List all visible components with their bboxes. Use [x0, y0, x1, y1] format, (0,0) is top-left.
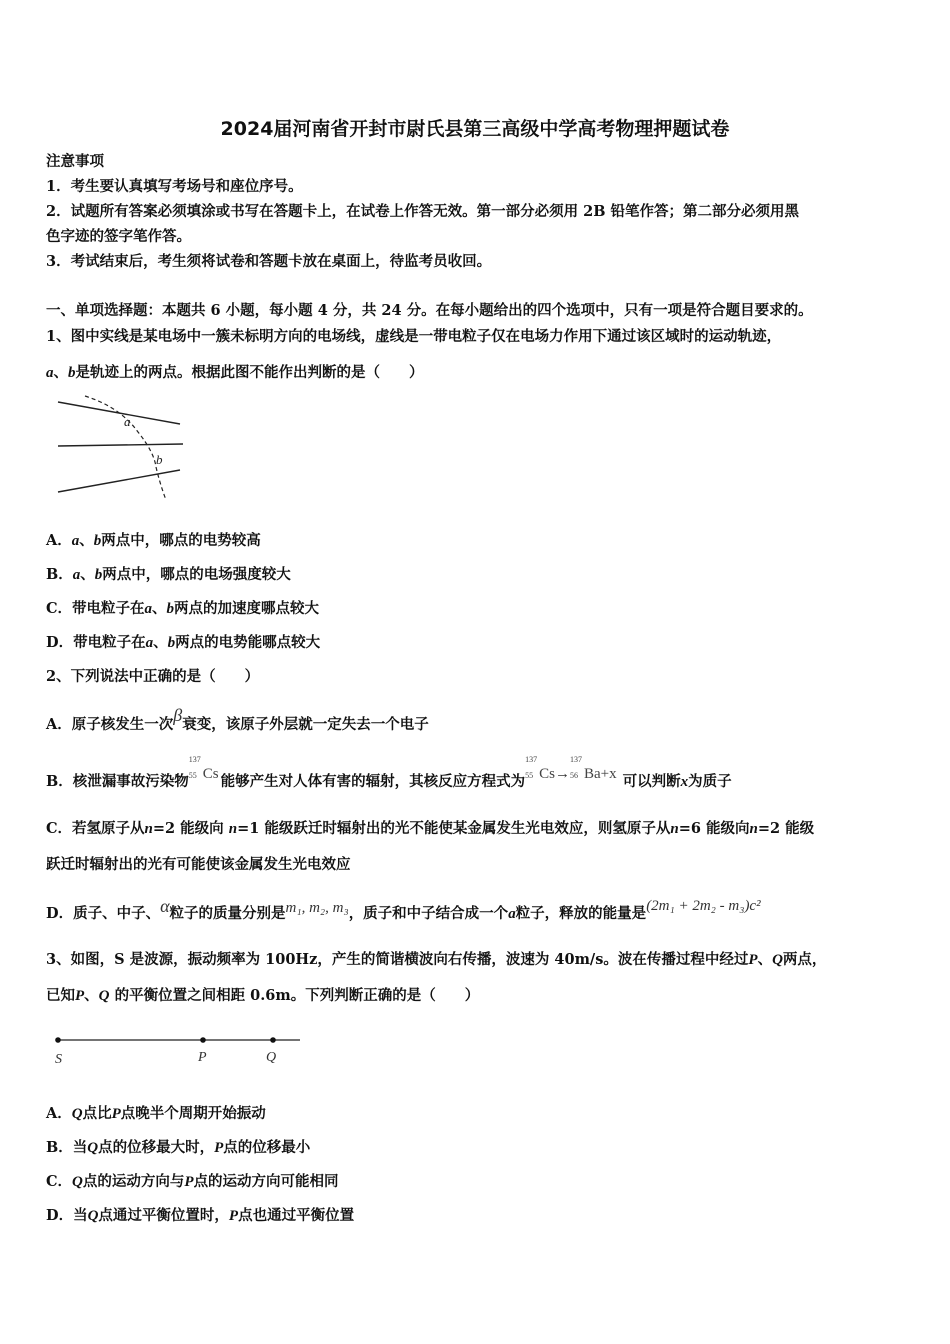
q3-option-d: D．当Q点通过平衡位置时，P点也通过平衡位置 — [46, 1207, 355, 1224]
q1-field-line-figure — [50, 392, 195, 504]
field-line — [58, 444, 183, 446]
label-q: Q — [266, 1050, 277, 1065]
q2-option-a: A．原子核发生一次β衰变，该原子外层就一定失去一个电子 — [46, 705, 429, 733]
q1-stem-line2: a、b是轨迹上的两点。根据此图不能作出判断的是（ ） — [46, 364, 424, 381]
q3-option-a: A．Q点比P点晚半个周期开始振动 — [46, 1105, 266, 1122]
label-s: S — [55, 1052, 62, 1067]
notice-item: 2．试题所有答案必须填涂或书写在答题卡上，在试卷上作答无效。第一部分必须用 2B 铅笔作答；第二部分必须用黑 — [46, 203, 800, 220]
label-b: b — [156, 452, 163, 467]
q2-stem: 2、下列说法中正确的是（ ） — [46, 668, 260, 685]
nuclide-cs-eq: 137 55 Cs — [525, 755, 555, 782]
q2-option-c-line2: 跃迁时辐射出的光有可能使该金属发生光电效应 — [46, 856, 351, 873]
q2-option-b: B．核泄漏事故污染物 137 55 Cs 能够产生对人体有害的辐射，其核反应方程式为 137 55 Cs→ 137 56 Ba+x 可以判断x为质子 — [46, 755, 732, 790]
notice-item: 3．考试结束后，考生须将试卷和答题卡放在桌面上，待监考员收回。 — [46, 253, 492, 270]
notice-item: 色字迹的签字笔作答。 — [46, 228, 191, 245]
q1-option-d: D．带电粒子在a、b两点的电势能哪点较大 — [46, 634, 321, 651]
label-p: P — [198, 1050, 207, 1065]
notice-item: 1．考生要认真填写考场号和座位序号。 — [46, 178, 303, 195]
q3-wave-figure — [48, 1030, 308, 1070]
page-title: 2024届河南省开封市尉氏县第三高级中学高考物理押题试卷 — [220, 118, 730, 140]
notice-heading: 注意事项 — [46, 153, 104, 170]
point-q — [270, 1037, 276, 1043]
q3-option-b: B．当Q点的位移最大时，P点的位移最小 — [46, 1139, 311, 1156]
q3-stem-line2: 已知P、Q 的平衡位置之间相距 0.6m。下列判断正确的是（ ） — [46, 987, 480, 1004]
point-p — [200, 1037, 206, 1043]
q3-option-c: C．Q点的运动方向与P点的运动方向可能相同 — [46, 1173, 339, 1190]
q2-option-d: D．质子、中子、α粒子的质量分别是m₁, m₂, m₃，质子和中子结合成一个a粒子，释放的能量是(2m₁ + 2m₂ - m₃)c² — [46, 896, 761, 922]
q1-stem-line1: 1、图中实线是某电场中一簇未标明方向的电场线，虚线是一带电粒子仅在电场力作用下通过该区域时的运动轨迹， — [46, 328, 782, 345]
nuclide-cs: 137 55 Cs — [188, 755, 219, 782]
label-a: a — [124, 414, 131, 429]
q1-option-b: B．a、b两点中，哪点的电场强度较大 — [46, 566, 291, 583]
q1-option-c: C．带电粒子在a、b两点的加速度哪点较大 — [46, 600, 320, 617]
point-s — [55, 1037, 61, 1043]
q1-option-a: A．a、b两点中，哪点的电势较高 — [46, 532, 261, 549]
nuclide-ba: 137 56 Ba+x — [569, 755, 617, 782]
section-heading: 一、单项选择题：本题共 6 小题，每小题 4 分，共 24 分。在每小题给出的四个选项中，只有一项是符合题目要求的。 — [46, 302, 813, 319]
q3-stem-line1: 3、如图，S 是波源，振动频率为 100Hz，产生的简谐横波向右传播，波速为 40m/s。波在传播过程中经过P、Q两点， — [46, 951, 827, 968]
q2-option-c-line1: C．若氢原子从n=2 能级向 n=1 能级跃迁时辐射出的光不能使某金属发生光电效应，则氢原子从n=6 能级向n=2 能级 — [46, 820, 815, 837]
